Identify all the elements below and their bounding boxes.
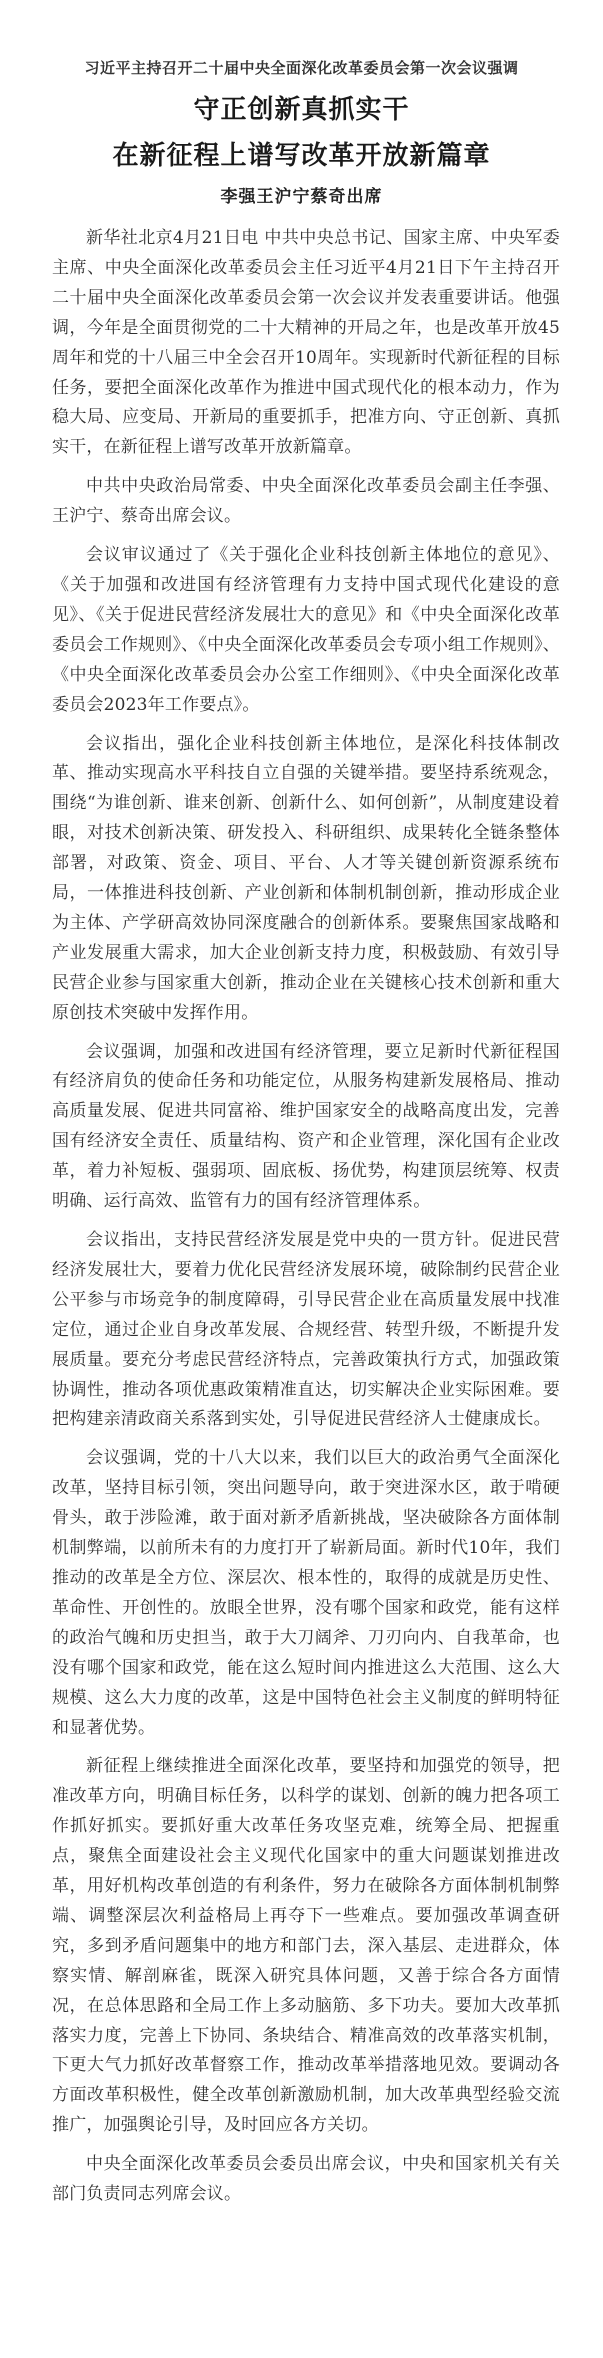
kicker-headline: 习近平主持召开二十届中央全面深化改革委员会第一次会议强调 [84, 59, 519, 77]
paragraph: 会议审议通过了《关于强化企业科技创新主体地位的意见》、《关于加强和改进国有经济管理有力支持中国式现代化建设的意见》、《关于促进民营经济发展壮大的意见》和《中央全面深化改革委员会工作规则》、《中央全面深化改革委员会专项小组工作规则》、《中央全面深化改革委员会办公室工作细则》、《中央全面深化改革委员会2023年工作要点》。 [52, 545, 560, 715]
paragraph: 中共中央政治局常委、中央全面深化改革委员会副主任李强、王沪宁、蔡奇出席会议。 [52, 476, 560, 527]
main-headline-line-1: 守正创新真抓实干 [193, 95, 410, 125]
article-body [52, 224, 560, 2219]
paragraph: 新华社北京4月21日电 中共中央总书记、国家主席、中央军委主席、中央全面深化改革委员会主任习近平4月21日下午主持召开二十届中央全面深化改革委员会第一次会议并发表重要讲话。他强调，今年是全面贯彻党的二十大精神的开局之年，也是改革开放45周年和党的十八届三中全会召开10周年。实现新时代新征程的目标任务，要把全面深化改革作为推进中国式现代化的根本动力，作为稳大局、应变局、开新局的重要抓手，把准方向、守正创新、真抓实干，在新征程上谱写改革开放新篇章。 [52, 228, 560, 458]
paragraph: 会议强调，党的十八大以来，我们以巨大的政治勇气全面深化改革，坚持目标引领，突出问题导向，敢于突进深水区，敢于啃硬骨头，敢于涉险滩，敢于面对新矛盾新挑战，坚决破除各方面体制机制弊端，以前所未有的力度打开了崭新局面。新时代10年，我们推动的改革是全方位、深层次、根本性的，取得的成就是历史性、革命性、开创性的。放眼全世界，没有哪个国家和政党，能有这样的政治气魄和历史担当，敢于大刀阔斧、刀刃向内、自我革命，也没有哪个国家和政党，能在这么短时间内推进这么大范围、这么大规模、这么大力度的改革，这是中国特色社会主义制度的鲜明特征和显著优势。 [52, 1448, 560, 1738]
paragraph: 会议指出，支持民营经济发展是党中央的一贯方针。促进民营经济发展壮大，要着力优化民营经济发展环境，破除制约民营企业公平参与市场竞争的制度障碍，引导民营企业在高质量发展中找准定位，通过企业自身改革发展、合规经营、转型升级，不断提升发展质量。要充分考虑民营经济特点，完善政策执行方式，加强政策协调性，推动各项优惠政策精准直达，切实解决企业实际困难。要把构建亲清政商关系落到实处，引导促进民营经济人士健康成长。 [52, 1230, 560, 1430]
main-headline-line-2: 在新征程上谱写改革开放新篇章 [112, 141, 491, 171]
paragraph: 会议指出，强化企业科技创新主体地位，是深化科技体制改革、推动实现高水平科技自立自强的关键举措。要坚持系统观念，围绕“为谁创新、谁来创新、创新什么、如何创新”，从制度建设着眼，对技术创新决策、研发投入、科研组织、成果转化全链条整体部署，对政策、资金、项目、平台、人才等关键创新资源系统布局，一体推进科技创新、产业创新和体制机制创新，推动形成企业为主体、产学研高效协同深度融合的创新体系。要聚焦国家战略和产业发展重大需求，加大企业创新支持力度，积极鼓励、有效引导民营企业参与国家重大创新，推动企业在关键核心技术创新和重大原创技术突破中发挥作用。 [52, 733, 560, 1023]
paragraph: 新征程上继续推进全面深化改革，要坚持和加强党的领导，把准改革方向，明确目标任务，以科学的谋划、创新的魄力把各项工作抓好抓实。要抓好重大改革任务攻坚克难，统筹全局、把握重点，聚焦全面建设社会主义现代化国家中的重大问题谋划推进改革，用好机构改革创造的有利条件，努力在破除各方面体制机制弊端、调整深层次利益格局上再夺下一些难点。要加强改革调查研究，多到矛盾问题集中的地方和部门去，深入基层、走进群众，体察实情、解剖麻雀，既深入研究具体问题，又善于综合各方面情况，在总体思路和全局工作上多动脑筋、多下功夫。要加大改革抓落实力度，完善上下协同、条块结合、精准高效的改革落实机制，下更大气力抓好改革督察工作，推动改革举措落地见效。要调动各方面改革积极性，健全改革创新激励机制，加大改革典型经验交流推广，加强舆论引导，及时回应各方关切。 [52, 1756, 560, 2136]
subheadline: 李强王沪宁蔡奇出席 [220, 187, 383, 207]
paragraph: 中央全面深化改革委员会委员出席会议，中央和国家机关有关部门负责同志列席会议。 [52, 2154, 560, 2205]
paragraph: 会议强调，加强和改进国有经济管理，要立足新时代新征程国有经济肩负的使命任务和功能定位，从服务构建新发展格局、推动高质量发展、促进共同富裕、维护国家安全的战略高度出发，完善国有经济安全责任、质量结构、资产和企业管理，深化国有企业改革，着力补短板、强弱项、固底板、扬优势，构建顶层统筹、权责明确、运行高效、监管有力的国有经济管理体系。 [52, 1041, 560, 1212]
